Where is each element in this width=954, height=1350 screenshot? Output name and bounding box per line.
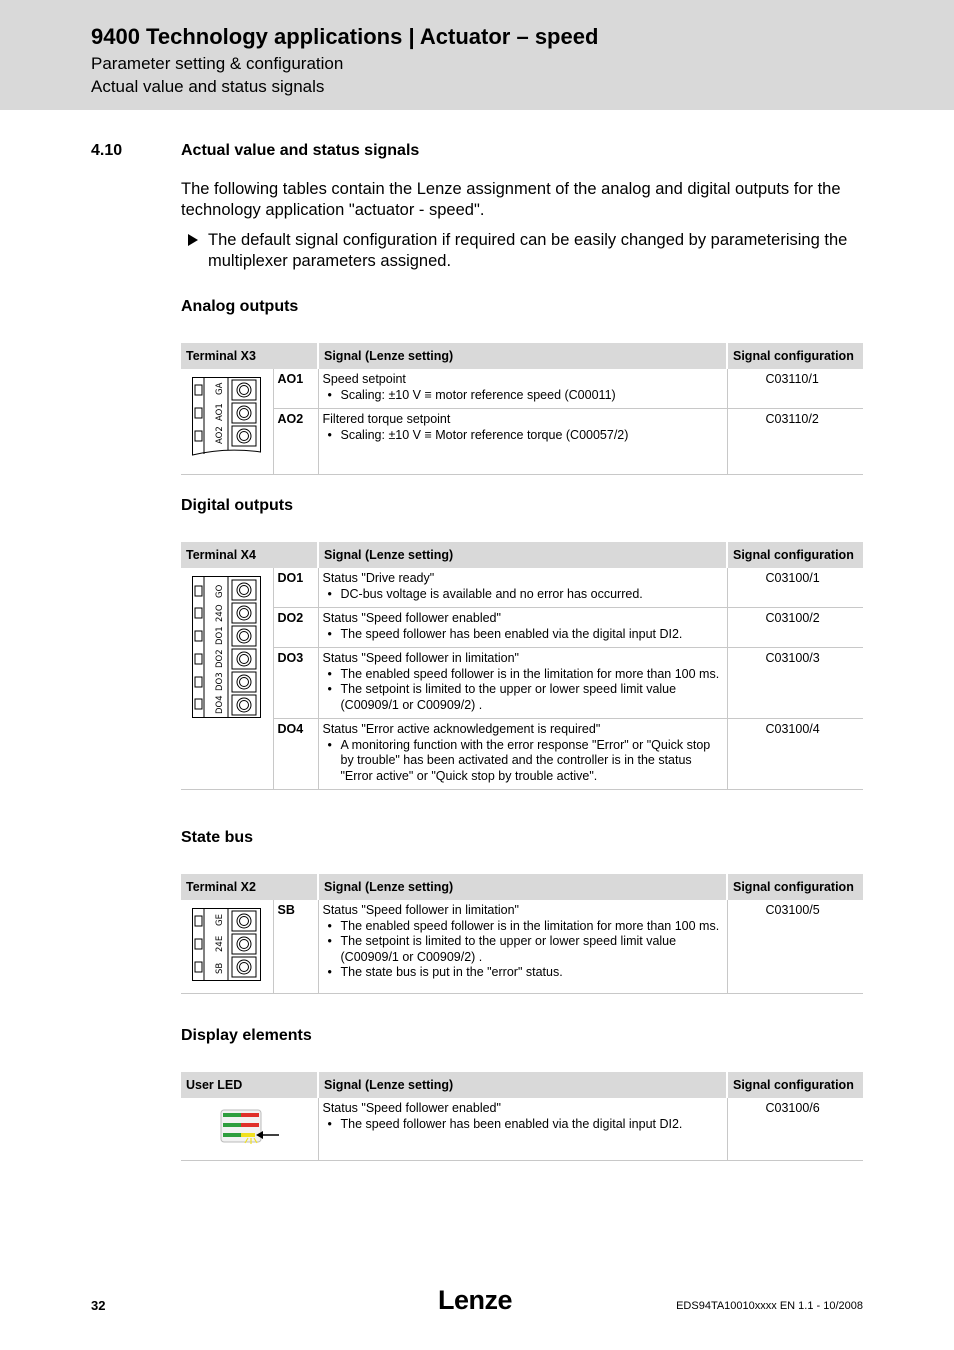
- table-row: [181, 719, 863, 790]
- col-user-led: User LED: [181, 1072, 318, 1098]
- header-title: 9400 Technology applications | Actuator – speed: [91, 24, 599, 49]
- col-config: Signal configuration: [727, 343, 863, 369]
- terminal-label: 24O: [215, 604, 225, 622]
- col-terminal: Terminal X3: [181, 343, 318, 369]
- col-signal: Signal (Lenze setting): [318, 1072, 727, 1098]
- table-row: [181, 409, 863, 475]
- signal-cell: [318, 409, 727, 475]
- terminal-label: AO1: [215, 403, 225, 421]
- terminal-label: DO1: [215, 626, 225, 645]
- signal-text: Status "Speed follower in limitation": [322, 651, 519, 665]
- table-row: [181, 568, 863, 608]
- signal-bullet: • The enabled speed follower is in the limitation for more than 100 ms.: [323, 919, 723, 935]
- col-terminal: Terminal X4: [181, 542, 318, 568]
- terminal-label: GA: [215, 382, 225, 395]
- section-title: Actual value and status signals: [181, 142, 420, 159]
- signal-text: Status "Speed follower enabled": [322, 611, 501, 625]
- signal-bullet: • The speed follower has been enabled via the digital input DI2.: [323, 627, 723, 643]
- signal-bullet: • The setpoint is limited to the upper or lower speed limit value (C00909/1 or C00909/2) .: [323, 682, 723, 713]
- config-value: C03100/1: [727, 568, 863, 608]
- terminal-label: DO4: [215, 695, 225, 714]
- output-name: DO4: [273, 719, 318, 790]
- col-signal: Signal (Lenze setting): [318, 343, 727, 369]
- intro-text: The following tables contain the Lenze assignment of the analog and digital outputs for the technology application "actuator - speed".: [181, 180, 841, 219]
- signal-cell: [318, 900, 727, 993]
- signal-cell: [318, 719, 727, 790]
- col-signal: Signal (Lenze setting): [318, 542, 727, 568]
- output-name: AO2: [273, 409, 318, 475]
- header-subtitle-2: Actual value and status signals: [91, 77, 325, 96]
- signal-bullet: • The state bus is put in the "error" status.: [323, 965, 723, 981]
- signal-cell: [318, 1098, 727, 1160]
- terminal-x3-icon: [192, 377, 269, 462]
- state-bus-table: [181, 874, 863, 994]
- table-row: [181, 1098, 863, 1160]
- col-config: Signal configuration: [727, 542, 863, 568]
- output-name: AO1: [273, 369, 318, 409]
- state-bus-heading: State bus: [181, 829, 254, 846]
- display-elements-table: [181, 1072, 863, 1161]
- output-name: SB: [273, 900, 318, 993]
- signal-bullet: • DC-bus voltage is available and no error has occurred.: [323, 587, 723, 603]
- output-name: DO1: [273, 568, 318, 608]
- signal-bullet: • The setpoint is limited to the upper or lower speed limit value (C00909/1 or C00909/2) .: [323, 934, 723, 965]
- page-header: [0, 0, 954, 110]
- terminal-label: DO2: [215, 649, 225, 668]
- signal-text: Status "Speed follower enabled": [322, 1101, 501, 1115]
- config-value: C03100/2: [727, 608, 863, 648]
- signal-text: Status "Speed follower in limitation": [322, 903, 519, 917]
- signal-bullet: • The enabled speed follower is in the limitation for more than 100 ms.: [323, 667, 723, 683]
- user-led-cell: [181, 1098, 318, 1160]
- signal-text: Status "Error active acknowledgement is required": [322, 722, 601, 736]
- terminal-label: GO: [215, 584, 225, 598]
- signal-cell: [318, 648, 727, 719]
- terminal-x3-cell: [181, 369, 273, 475]
- signal-text: Speed setpoint: [322, 372, 406, 386]
- note-text: The default signal configuration if required can be easily changed by parameterising the multiplexer parameters assigned.: [208, 231, 848, 270]
- config-value: C03100/3: [727, 648, 863, 719]
- table-row: [181, 369, 863, 409]
- output-name: DO2: [273, 608, 318, 648]
- terminal-x2-cell: [181, 900, 273, 993]
- config-value: C03110/1: [727, 369, 863, 409]
- terminal-label: GE: [215, 914, 225, 926]
- terminal-x2-icon: [192, 908, 269, 989]
- signal-text: Filtered torque setpoint: [322, 412, 451, 426]
- output-name: DO3: [273, 648, 318, 719]
- terminal-label: AO2: [215, 426, 225, 444]
- header-subtitle-1: Parameter setting & configuration: [91, 54, 344, 73]
- arrow-bullet-icon: [188, 234, 198, 246]
- config-value: C03100/4: [727, 719, 863, 790]
- terminal-label: SB: [215, 962, 225, 974]
- signal-cell: [318, 369, 727, 409]
- analog-outputs-heading: Analog outputs: [181, 298, 299, 315]
- signal-bullet: • Scaling: ±10 V ≡ Motor reference torque (C00057/2): [323, 428, 723, 444]
- table-row: [181, 648, 863, 719]
- terminal-label: 24E: [215, 935, 225, 952]
- digital-outputs-heading: Digital outputs: [181, 497, 293, 514]
- signal-cell: [318, 608, 727, 648]
- config-value: C03100/5: [727, 900, 863, 993]
- config-value: C03110/2: [727, 409, 863, 475]
- signal-text: Status "Drive ready": [322, 571, 435, 585]
- user-led-icon: [219, 1108, 318, 1153]
- lenze-logo: Lenze: [438, 1285, 513, 1315]
- col-terminal: Terminal X2: [181, 874, 318, 900]
- terminal-label: DO3: [215, 672, 225, 691]
- config-value: C03100/6: [727, 1098, 863, 1160]
- signal-cell: [318, 568, 727, 608]
- table-row: [181, 900, 863, 993]
- signal-bullet: • Scaling: ±10 V ≡ motor reference speed (C00011): [323, 388, 723, 404]
- signal-bullet: • A monitoring function with the error response "Error" or "Quick stop by trouble" has been activated and the controller is in the status "Error active" or "Quick stop by trouble active".: [323, 738, 723, 785]
- col-config: Signal configuration: [727, 1072, 863, 1098]
- display-elements-heading: Display elements: [181, 1027, 312, 1044]
- digital-outputs-table: [181, 542, 863, 790]
- document-id: EDS94TA10010xxxx EN 1.1 - 10/2008: [676, 1300, 863, 1312]
- analog-outputs-table: [181, 343, 863, 475]
- terminal-x4-icon: [192, 576, 269, 726]
- col-config: Signal configuration: [727, 874, 863, 900]
- table-row: [181, 608, 863, 648]
- terminal-x4-cell: [181, 568, 273, 790]
- section-number: 4.10: [91, 142, 123, 159]
- page-number: 32: [91, 1298, 106, 1313]
- signal-bullet: • The speed follower has been enabled via the digital input DI2.: [323, 1117, 723, 1133]
- col-signal: Signal (Lenze setting): [318, 874, 727, 900]
